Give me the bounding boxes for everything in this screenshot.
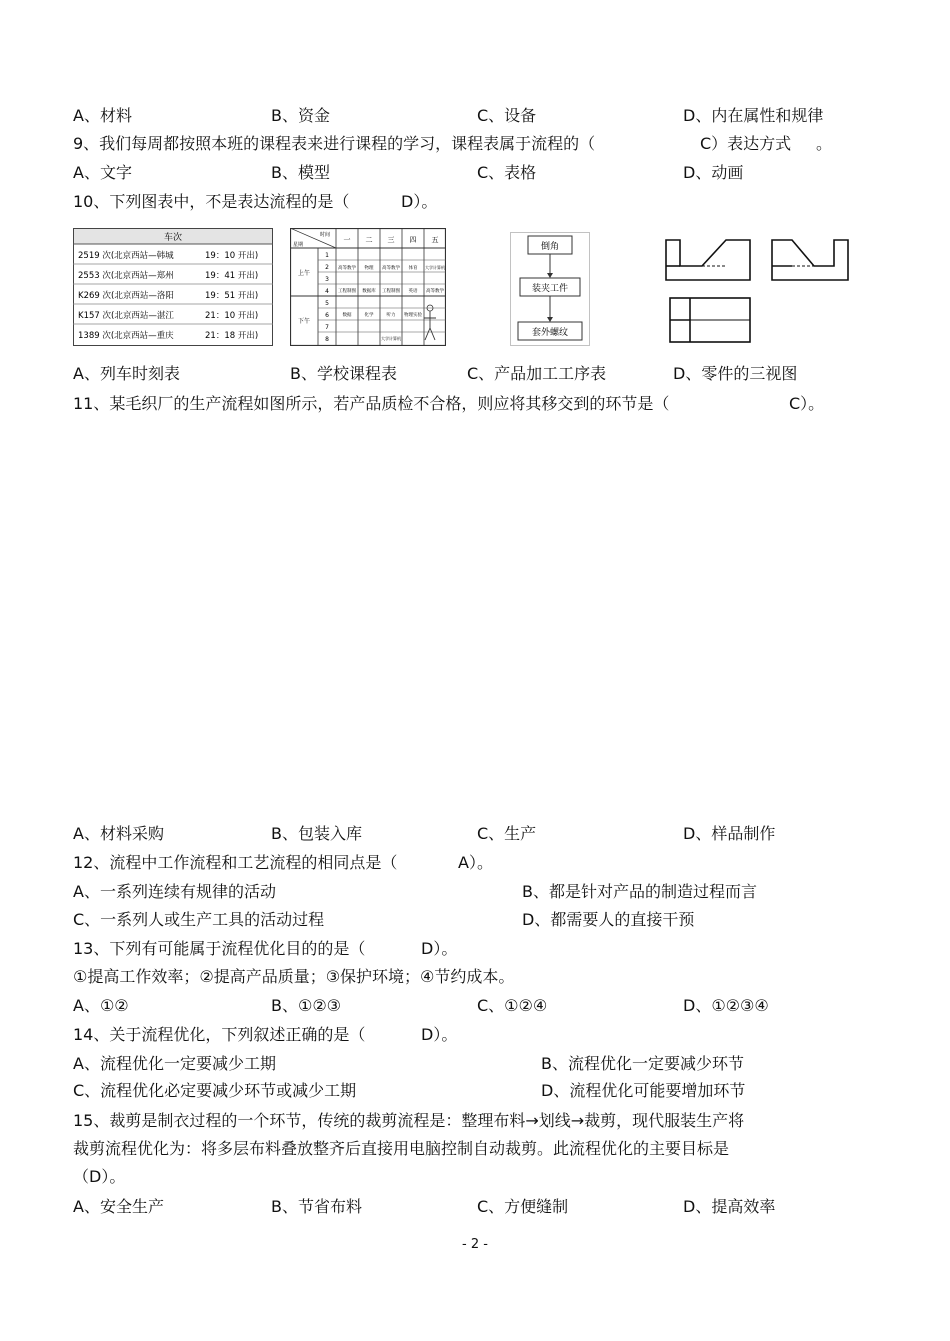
q11-option-a: A、材料采购 [73,824,164,843]
q13-option-a: A、①② [73,996,129,1015]
q12-stem: 12、流程中工作流程和工艺流程的相同点是（ [73,853,398,872]
q14-option-a: A、流程优化一定要减少工期 [73,1054,276,1073]
schedule-period-2: 2 [325,264,329,271]
train-row-3-time: 19：51 开出) [205,291,259,301]
train-row-3-train: K269 次(北京西站—洛阳 [78,291,174,301]
schedule-cell: 工程制图 [338,289,356,294]
q13-stem: 13、下列有可能属于流程优化目的的是（ [73,939,366,958]
q10-option-a: A、列车时刻表 [73,364,180,383]
schedule-period-4: 4 [325,288,329,295]
q14-option-d: D、流程优化可能要增加环节 [541,1081,746,1100]
q11-answer: C）。 [789,394,825,413]
train-row-4-train: K157 次(北京西站—湛江 [78,311,174,321]
q10-answer: D）。 [401,192,438,211]
train-timetable-figure [73,228,273,346]
train-row-4-time: 21：10 开出) [205,311,259,321]
q15-option-c: C、方便缝制 [477,1197,569,1216]
side-view [772,240,848,280]
train-row-5-time: 21：18 开出) [205,331,259,341]
schedule-day-5: 五 [431,236,439,244]
q15-line-2: 裁剪流程优化为：将多层布料叠放整齐后直接用电脑控制自动裁剪。此流程优化的主要目标是 [73,1139,730,1158]
process-flow-figure [510,232,590,346]
school-schedule-figure [290,228,446,346]
top-view [670,298,750,342]
schedule-cell: 高等数学 [426,289,444,294]
q9-option-d: D、动画 [683,163,744,182]
schedule-cell: 工程制图 [382,289,400,294]
schedule-cell: 体育 [408,266,418,271]
schedule-period-3: 3 [325,276,329,283]
q9-stem: 9、我们每周都按照本班的课程表来进行课程的学习，课程表属于流程的（ [73,134,596,153]
q14-stem: 14、关于流程优化，下列叙述正确的是（ [73,1025,366,1044]
q13-option-c: C、①②④ [477,996,548,1015]
q9-option-c: C、表格 [477,163,537,182]
schedule-day-3: 三 [387,236,395,244]
q13-answer: D）。 [421,939,458,958]
q9-option-b: B、模型 [271,163,330,182]
schedule-cell: 听力 [386,313,396,318]
q12-answer: A）。 [458,853,493,872]
schedule-period-7: 7 [325,324,329,331]
q14-answer: D）。 [421,1025,458,1044]
q15-line-3: （D）。 [73,1167,126,1186]
three-view-drawing-figure [662,236,852,346]
q10-stem: 10、下列图表中，不是表达流程的是（ [73,192,350,211]
front-view [666,240,750,280]
q12-option-d: D、都需要人的直接干预 [522,910,695,929]
q11-option-d: D、样品制作 [683,824,776,843]
q15-option-b: B、节省布料 [271,1197,362,1216]
schedule-day-4: 四 [409,236,417,244]
q10-option-d: D、零件的三视图 [673,364,798,383]
q11-option-c: C、生产 [477,824,537,843]
schedule-period-5: 5 [325,300,329,307]
schedule-cell: 物理 [364,266,374,271]
q8-option-a: A、材料 [73,106,132,125]
q11-stem: 11、某毛织厂的生产流程如图所示，若产品质检不合格，则应将其移交到的环节是（ [73,394,670,413]
schedule-day-1: 一 [343,236,351,244]
schedule-cell: 物理实验 [404,313,422,318]
schedule-cell: 高等数学 [382,266,400,271]
q10-option-b: B、学校课程表 [290,364,397,383]
q9-tail: 。 [816,134,833,153]
train-row-5-train: 1389 次(北京西站—重庆 [78,331,174,341]
page-number: - 2 - [462,1237,488,1252]
q12-option-c: C、一系列人或生产工具的活动过程 [73,910,325,929]
schedule-cell: 大学计算机 [381,336,401,341]
q13-option-d: D、①②③④ [683,996,769,1015]
train-row-2-train: 2553 次(北京西站—郑州 [78,271,174,281]
schedule-cell: 英语 [408,289,418,294]
q13-items: ①提高工作效率；②提高产品质量；③保护环境；④节约成本。 [73,967,515,986]
process-step-2: 装夹工件 [531,284,569,294]
q12-option-b: B、都是针对产品的制造过程而言 [522,882,757,901]
train-row-2-time: 19：41 开出) [205,271,259,281]
process-step-3: 套外螺纹 [531,328,569,338]
q8-option-d: D、内在属性和规律 [683,106,824,125]
q9-answer: C）表达方式 [700,134,792,153]
schedule-cell: 数据 [342,313,352,318]
schedule-cell: 高等数学 [338,266,356,271]
schedule-corner-weekday: 星期 [293,242,304,248]
schedule-period-8: 8 [325,336,329,343]
q14-option-b: B、流程优化一定要减少环节 [541,1054,744,1073]
schedule-am: 上午 [297,270,311,277]
train-row-1-train: 2519 次(北京西站—韩城 [78,251,174,261]
q8-option-c: C、设备 [477,106,537,125]
schedule-period-1: 1 [325,252,329,259]
q15-line-1: 15、裁剪是制衣过程的一个环节，传统的裁剪流程是：整理布料→划线→裁剪，现代服装生产将 [73,1111,745,1130]
schedule-pm: 下午 [297,318,311,325]
q15-option-d: D、提高效率 [683,1197,776,1216]
q12-option-a: A、一系列连续有规律的活动 [73,882,276,901]
q11-option-b: B、包装入库 [271,824,362,843]
q9-option-a: A、文字 [73,163,132,182]
q10-option-c: C、产品加工工序表 [467,364,607,383]
schedule-day-2: 二 [365,236,373,244]
process-step-1: 倒角 [540,242,560,252]
schedule-cell: 数据库 [362,289,376,294]
schedule-corner-time: 时间 [320,232,331,238]
schedule-cell: 化学 [364,313,374,318]
q13-option-b: B、①②③ [271,996,342,1015]
q14-option-c: C、流程优化必定要减少环节或减少工期 [73,1081,357,1100]
train-table-header: 车次 [163,233,183,243]
q8-option-b: B、资金 [271,106,330,125]
schedule-cell: 大学计算机 [425,265,445,270]
q15-option-a: A、安全生产 [73,1197,164,1216]
schedule-period-6: 6 [325,312,329,319]
train-row-1-time: 19：10 开出) [205,251,259,261]
